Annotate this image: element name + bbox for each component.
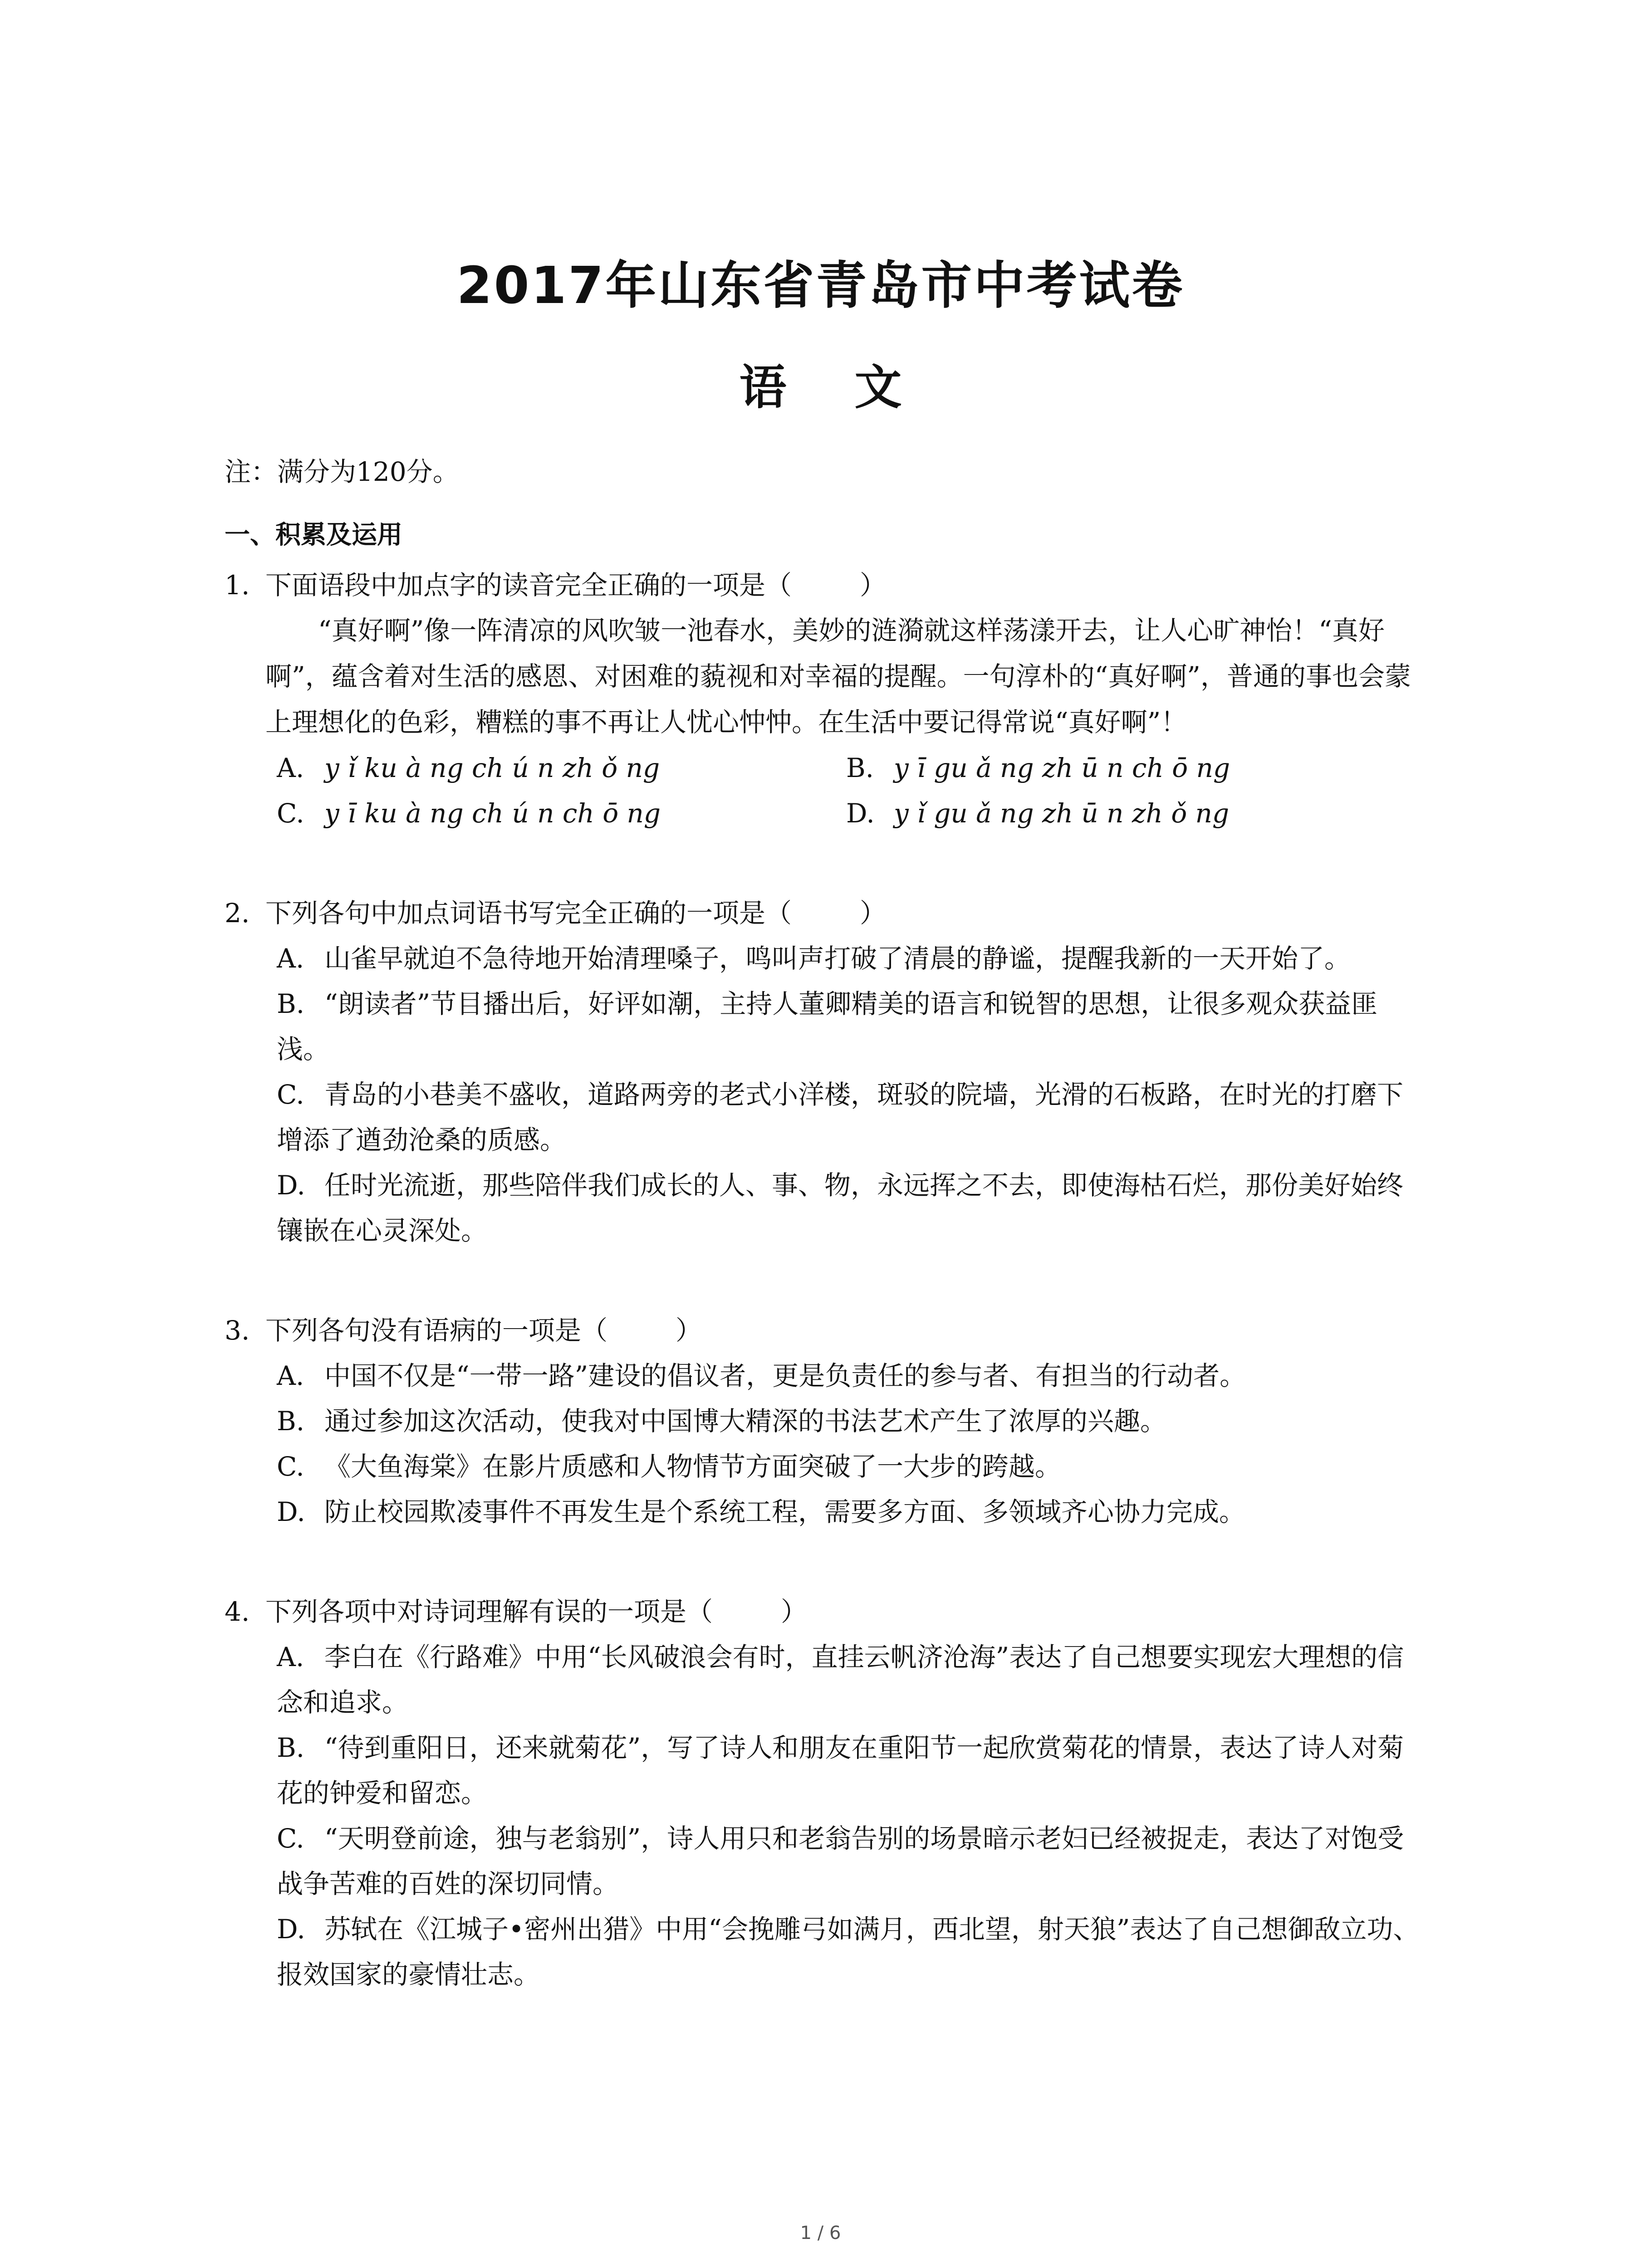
question-stem bbox=[225, 562, 1422, 608]
option-c: C. 《大鱼海棠》在影片质感和人物情节方面突破了一大步的跨越。 bbox=[277, 1451, 1062, 1482]
option-b: B. “待到重阳日，还来就菊花”，写了诗人和朋友在重阳节一起欣赏菊花的情景，表达了诗人对菊花的钟爱和留恋。 bbox=[277, 1732, 1404, 1809]
exam-content bbox=[225, 449, 1422, 2052]
option-a: A. 中国不仅是“一带一路”建设的倡议者，更是负责任的参与者、有担当的行动者。 bbox=[277, 1360, 1246, 1391]
question-number: 3. bbox=[225, 1315, 250, 1346]
question-number: 1. bbox=[225, 570, 250, 601]
option-a: A. 山雀早就迫不急待地开始清理嗓子，鸣叫声打破了清晨的静谧，提醒我新的一天开始了。 bbox=[277, 943, 1351, 974]
option-d: D. 苏轼在《江城子•密州出猎》中用“会挽雕弓如满月，西北望，射天狼”表达了自己想御敌立功、报效国家的豪情壮志。 bbox=[277, 1914, 1420, 1990]
option-a: A. 李白在《行路难》中用“长风破浪会有时，直挂云帆济沧海”表达了自己想要实现宏大理想的信念和追求。 bbox=[277, 1642, 1404, 1718]
question-number: 2. bbox=[225, 898, 250, 929]
option-d: D. 任时光流逝，那些陪伴我们成长的人、事、物，永远挥之不去，即使海枯石烂，那份美好始终镶嵌在心灵深处。 bbox=[277, 1170, 1404, 1246]
question-text: 下面语段中加点字的读音完全正确的一项是（ ） bbox=[265, 570, 887, 601]
question-3 bbox=[225, 1308, 1422, 1535]
option-d: D. 防止校园欺凌事件不再发生是个系统工程，需要多方面、多领域齐心协力完成。 bbox=[277, 1496, 1246, 1527]
question-text: 下列各句没有语病的一项是（ ） bbox=[265, 1315, 702, 1346]
subject-title: 语文 bbox=[739, 360, 970, 415]
page-number: 1 / 6 bbox=[800, 2223, 841, 2244]
answer-options bbox=[225, 745, 1422, 836]
question-1 bbox=[225, 562, 1422, 836]
option-c: C. “天明登前途，独与老翁别”，诗人用只和老翁告别的场景暗示老妇已经被捉走，表达了对饱受战争苦难的百姓的深切同情。 bbox=[277, 1823, 1404, 1899]
option-b: B. “朗读者”节目播出后，好评如潮，主持人董卿精美的语言和锐智的思想，让很多观众获益匪浅。 bbox=[277, 988, 1378, 1065]
section-heading: 一、积累及运用 bbox=[225, 520, 402, 550]
question-number: 4. bbox=[225, 1596, 250, 1627]
exam-title: 2017年山东省青岛市中考试卷 bbox=[456, 256, 1185, 315]
option-c: C. y ī ku à ng ch ú n ch ō ng bbox=[277, 798, 661, 829]
option-b: B. y ī gu ǎ ng zh ū n ch ō ng bbox=[846, 753, 1230, 783]
question-text: 下列各句中加点词语书写完全正确的一项是（ ） bbox=[265, 898, 887, 929]
reading-passage: “真好啊”像一阵清凉的风吹皱一池春水，美妙的涟漪就这样荡漾开去，让人心旷神怡！“真好啊”，蕴含着对生活的感恩、对困难的藐视和对幸福的提醒。一句淳朴的“真好啊”，普通的事也会蒙上理想化的色彩，糟糕的事不再让人忧心忡忡。在生活中要记得常说“真好啊”！ bbox=[265, 615, 1411, 738]
option-a: A. y ǐ ku à ng ch ú n zh ǒ ng bbox=[277, 753, 660, 783]
option-b: B. 通过参加这次活动，使我对中国博大精深的书法艺术产生了浓厚的兴趣。 bbox=[277, 1406, 1167, 1437]
option-d: D. y ǐ gu ǎ ng zh ū n zh ǒ ng bbox=[846, 798, 1230, 829]
question-2 bbox=[225, 890, 1422, 1253]
question-text: 下列各项中对诗词理解有误的一项是（ ） bbox=[265, 1596, 808, 1627]
score-note: 注：满分为120分。 bbox=[225, 456, 459, 487]
question-stem bbox=[225, 1589, 1422, 1634]
option-c: C. 青岛的小巷美不盛收，道路两旁的老式小洋楼，斑驳的院墙，光滑的石板路，在时光的打磨下增添了遒劲沧桑的质感。 bbox=[277, 1079, 1404, 1155]
question-4 bbox=[225, 1589, 1422, 1997]
question-stem bbox=[225, 890, 1422, 936]
question-stem bbox=[225, 1308, 1422, 1353]
